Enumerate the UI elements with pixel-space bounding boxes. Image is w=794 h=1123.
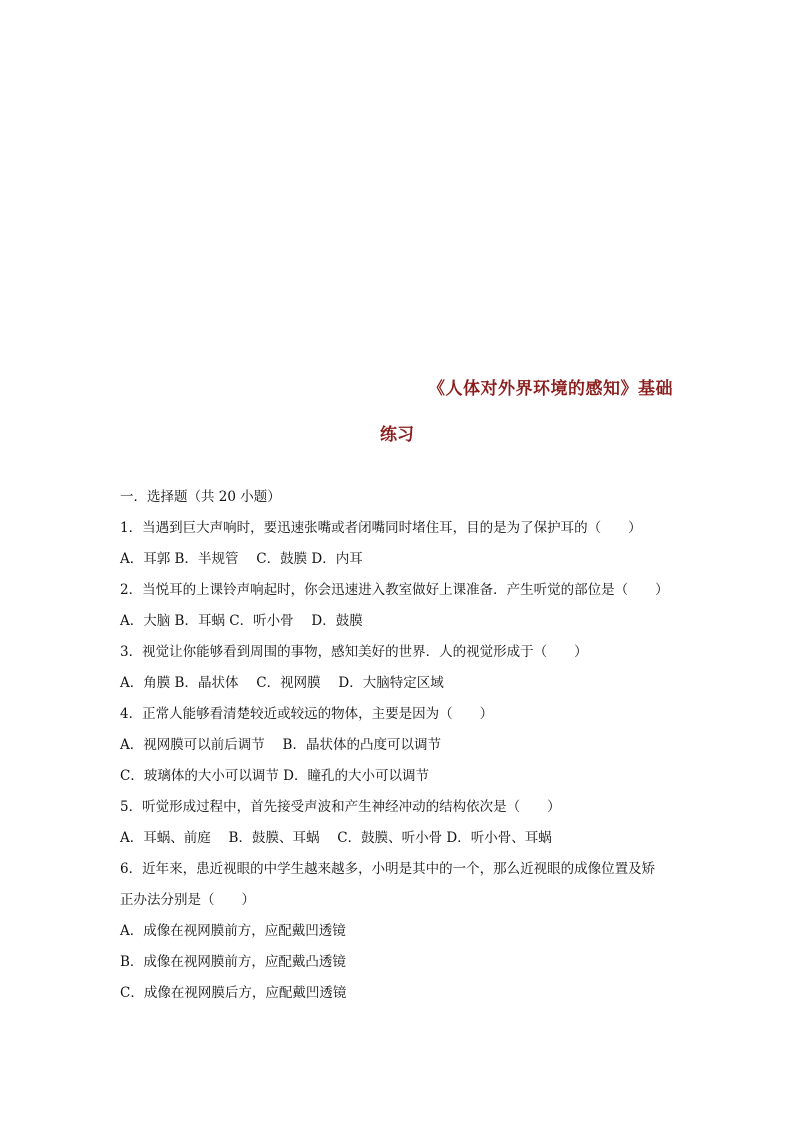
question-6-continued: 正办法分别是（ ） [120, 892, 255, 908]
question-4-options-cd: C．玻璃体的大小可以调节 D．瞳孔的大小可以调节 [120, 768, 429, 784]
question-3: 3．视觉让你能够看到周围的事物，感知美好的世界．人的视觉形成于（ ） [120, 644, 588, 660]
question-6-option-a: A．成像在视网膜前方，应配戴凹透镜 [120, 923, 346, 939]
question-5: 5．听觉形成过程中，首先接受声波和产生神经冲动的结构依次是（ ） [120, 799, 561, 815]
question-4: 4．正常人能够看清楚较近或较远的物体，主要是因为（ ） [120, 706, 494, 722]
document-title-line-2: 练习 [380, 425, 414, 445]
question-2: 2．当悦耳的上课铃声响起时，你会迅速进入教室做好上课准备．产生听觉的部位是（ ） [120, 582, 669, 598]
question-6-option-c: C．成像在视网膜后方，应配戴凹透镜 [120, 985, 347, 1001]
question-3-options: A．角膜 B．晶状体 C．视网膜 D．大脑特定区域 [120, 675, 444, 691]
question-5-options: A．耳蜗、前庭 B．鼓膜、耳蜗 C．鼓膜、听小骨 D．听小骨、耳蜗 [120, 830, 552, 846]
document-title-line-1: 《人体对外界环境的感知》基础 [428, 379, 673, 399]
question-6: 6．近年来，患近视眼的中学生越来越多，小明是其中的一个，那么近视眼的成像位置及矫 [120, 861, 656, 877]
question-content [120, 487, 680, 1014]
question-1: 1．当遇到巨大声响时，要迅速张嘴或者闭嘴同时堵住耳，目的是为了保护耳的（ ） [120, 520, 642, 536]
question-6-option-b: B．成像在视网膜前方，应配戴凸透镜 [120, 954, 346, 970]
section-heading: 一．选择题（共 20 小题） [120, 489, 281, 505]
question-1-options: A．耳郭 B．半规管 C．鼓膜 D．内耳 [120, 551, 363, 567]
question-2-options: A．大脑 B．耳蜗 C．听小骨 D．鼓膜 [120, 613, 363, 629]
question-4-options-ab: A．视网膜可以前后调节 B．晶状体的凸度可以调节 [120, 737, 441, 753]
